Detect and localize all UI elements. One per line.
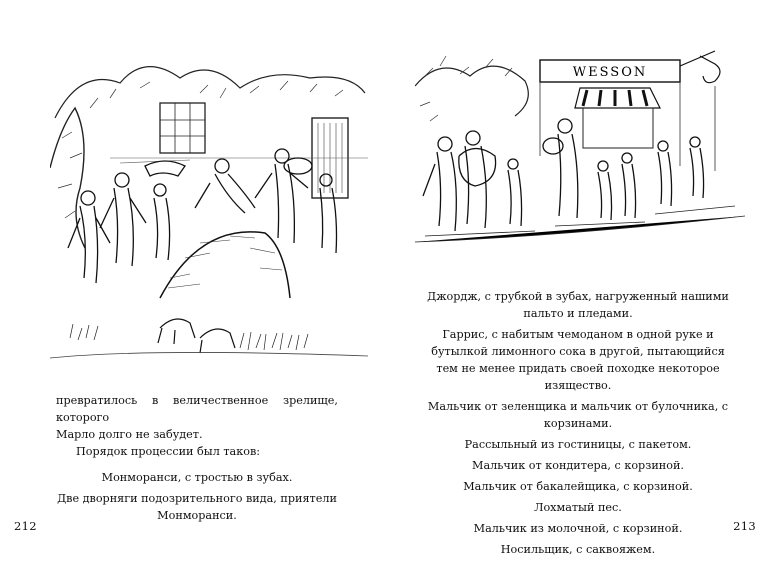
procession-entry: Джордж, с трубкой в зубах, нагруженный нашими пальто и пледами. [427, 290, 729, 320]
procession-entry: Гаррис, с набитым чемоданом в одной руке и бутылкой лимонного сока в другой, пытающийся тем не менее придать своей походке некоторое изящество. [431, 328, 725, 392]
procession-entry: Мальчик от кондитера, с корзиной. [472, 459, 684, 472]
left-text-block [56, 392, 338, 528]
procession-sketch-right [415, 46, 745, 252]
procession-illustration-right [415, 46, 745, 252]
page-number: 212 [14, 519, 37, 533]
procession-sketch-left [50, 48, 368, 364]
paragraph-line-2: Марло долго не забудет. [56, 428, 203, 441]
procession-entry: Рассыльный из гостиницы, с пакетом. [464, 438, 692, 451]
right-page [385, 0, 770, 562]
procession-illustration-left [50, 48, 368, 364]
page-number: 213 [733, 519, 756, 533]
right-text-block [427, 288, 729, 562]
shop-sign-text: WESSON [572, 65, 648, 80]
procession-entry: Монморанси, с тростью в зубах. [101, 471, 293, 484]
procession-entry: Две дворняги подозрительного вида, приятели Монморанси. [57, 492, 337, 522]
procession-entry: Лохматый пес. [534, 501, 622, 514]
paragraph-line-3: Порядок процессии был таков: [76, 445, 261, 458]
procession-entry: Носильщик, с саквояжем. [500, 543, 656, 556]
spacer [56, 460, 338, 469]
paragraph-line-1: превратилось в величественное зрелище, которого [56, 394, 338, 424]
procession-entry: Мальчик из молочной, с корзиной. [473, 522, 683, 535]
procession-entry: Мальчик от бакалейщика, с корзиной. [463, 480, 693, 493]
procession-entry: Мальчик от зеленщика и мальчик от булочника, с корзинами. [427, 400, 729, 430]
